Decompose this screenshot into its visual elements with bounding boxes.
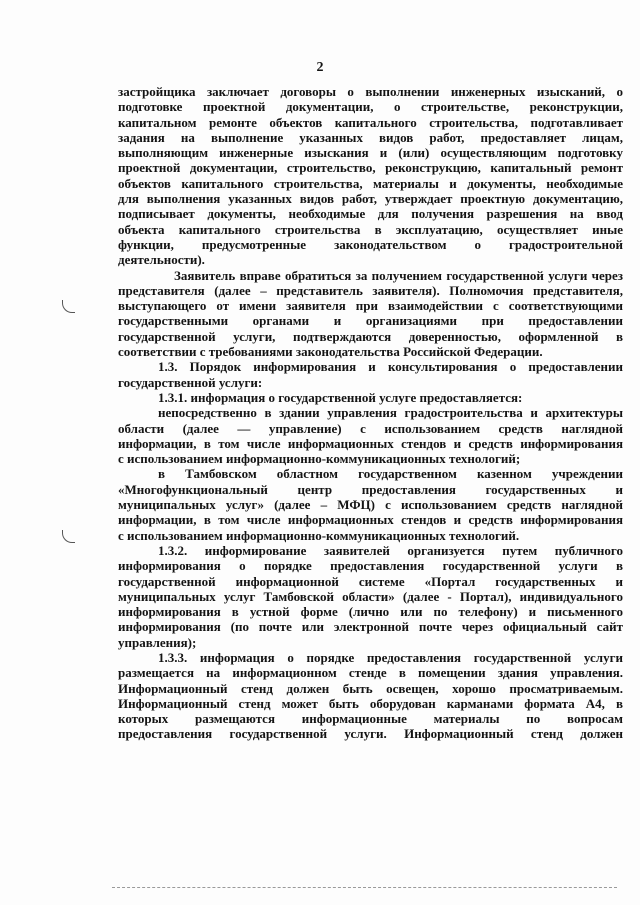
text-line: с использованием информационно-коммуникационных технологий;: [118, 451, 521, 467]
text-line: области (далее — управление) с использованием средств наглядной: [118, 420, 623, 436]
text-line: подписывает документы, необходимые для получения разрешения на ввод: [118, 206, 623, 222]
text-line: выступающего от имени заявителя при взаимодействии с соответствующими: [118, 298, 623, 314]
text-line: непосредственно в здании управления градостроительства и архитектуры: [158, 405, 623, 421]
footer-rule: [112, 887, 617, 889]
text-line: которых размещаются информационные материалы по вопросам: [118, 711, 623, 727]
text-line: государственной услуги:: [118, 374, 263, 390]
text-line: информации, в том числе информационных стендов и средств информирования: [118, 435, 623, 451]
text-line: государственными органами и организациями при предоставлении: [118, 313, 623, 329]
text-line: соответствии с требованиями законодательства Российской Федерации.: [118, 344, 543, 360]
text-line: информирования (по почте или электронной почте через официальный сайт: [118, 619, 623, 635]
margin-mark: [62, 530, 75, 543]
text-line: для выполнения указанных видов работ, утверждает проектную документацию,: [118, 191, 623, 207]
text-line: представителя (далее – представитель заявителя). Полномочия представителя,: [118, 282, 623, 298]
text-line: Информационный стенд должен быть освещен, хорошо просматриваемым.: [118, 680, 623, 696]
text-line: муниципальных услуг Тамбовской области» (далее - Портал), индивидуального: [118, 588, 623, 604]
text-line: государственной услуги, подтверждаются доверенностью, оформленной в: [118, 328, 623, 344]
text-line: проектной документации, строительство, реконструкцию, капитальный ремонт: [118, 160, 623, 176]
text-line: 1.3. Порядок информирования и консультирования о предоставлении: [158, 359, 623, 375]
text-line: размещается на информационном стенде в помещении здания управления.: [118, 665, 623, 681]
text-line: функции, предусмотренные законодательством о градостроительной: [118, 236, 623, 252]
text-line: предоставления государственной услуги. Информационный стенд должен: [118, 726, 623, 742]
text-line: объекта капитального строительства в эксплуатацию, осуществляет иные: [118, 221, 623, 237]
text-line: с использованием информационно-коммуникационных технологий.: [118, 527, 520, 543]
text-line: Информационный стенд может быть оборудован карманами формата А4, в: [118, 695, 623, 711]
text-line: капитальном ремонте объектов капитального строительства, подготавливает: [118, 114, 623, 130]
text-line: управления);: [118, 634, 197, 650]
margin-mark: [62, 300, 75, 313]
text-line: государственной информационной системе «Портал государственных и: [118, 573, 623, 589]
text-line: информирования в устной форме (лично или по телефону) и письменного: [118, 604, 623, 620]
text-line: подготовке проектной документации, о строительстве, реконструкции,: [118, 99, 623, 115]
text-line: объектов капитального строительства, материалы и документы, необходимые: [118, 175, 623, 191]
text-line: Заявитель вправе обратиться за получением государственной услуги через: [174, 267, 623, 283]
text-line: информирования о порядке предоставления государственной услуги в: [118, 558, 623, 574]
page-number: 2: [316, 60, 324, 75]
text-line: застройщика заключает договоры о выполнении инженерных изысканий, о: [118, 84, 623, 99]
body-text: [118, 84, 623, 742]
text-line: 1.3.1. информация о государственной услуге предоставляется:: [158, 389, 523, 405]
text-line: в Тамбовском областном государственном казенном учреждении: [158, 466, 623, 482]
text-line: муниципальных услуг» (далее – МФЦ) с использованием средств наглядной: [118, 497, 623, 513]
text-line: выполняющим инженерные изыскания и (или) осуществляющим подготовку: [118, 145, 623, 161]
text-line: «Многофункциональный центр предоставления государственных и: [118, 481, 623, 497]
text-line: информации, в том числе информационных стендов и средств информирования: [118, 512, 623, 528]
text-line: задания на выполнение указанных видов работ, предоставляет лицам,: [118, 129, 623, 145]
text-line: 1.3.3. информация о порядке предоставления государственной услуги: [158, 649, 623, 665]
text-line: деятельности).: [118, 252, 205, 268]
text-line: 1.3.2. информирование заявителей организуется путем публичного: [158, 542, 623, 558]
